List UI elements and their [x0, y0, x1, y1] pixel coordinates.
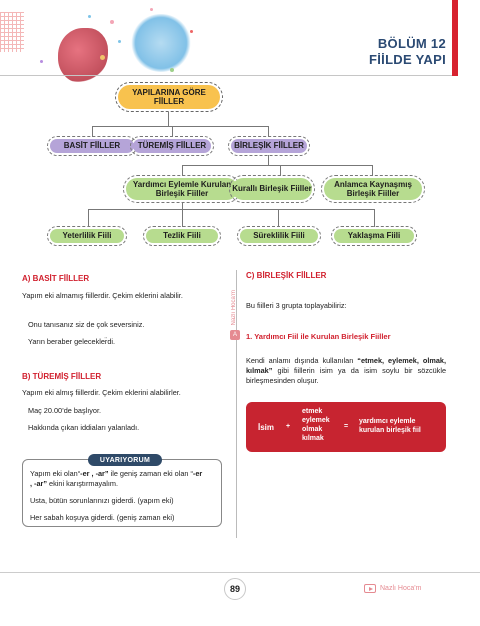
- section-marker: A: [230, 330, 240, 340]
- section-b-heading: B) TÜREMİŞ FİİLLER: [22, 372, 102, 381]
- section-b-definition: Yapım eki almış fiillerdir. Çekim eklerini alabilirler.: [22, 388, 181, 397]
- warning-text-part: ile geniş zaman eki olan “: [108, 469, 193, 478]
- formula-verb-1: etmek: [302, 408, 323, 415]
- header-line: [0, 75, 452, 76]
- formula-verb-2: eylemek: [302, 417, 330, 424]
- diagram-root: YAPILARINA GÖRE FİİLLER: [118, 85, 220, 109]
- connector: [372, 165, 373, 176]
- subsection-1-paragraph: [246, 356, 446, 386]
- section-b-example-1: Maç 20.00’de başlıyor.: [28, 406, 102, 415]
- play-icon: [364, 584, 376, 593]
- warning-badge: UYARIYORUM: [88, 454, 162, 466]
- diagram-yardimci: Yardımcı Eylemle Kurulan Birleşik Fiiller: [126, 178, 238, 200]
- diagram-kuralli: Kurallı Birleşik Fiiller: [232, 178, 312, 200]
- header-decoration: [0, 0, 200, 82]
- diagram-anlamca: Anlamca Kaynaşmış Birleşik Fiiller: [324, 178, 422, 200]
- connector: [182, 202, 183, 209]
- footer-line: [0, 572, 480, 573]
- diagram-yaklasma: Yaklaşma Fiili: [334, 229, 414, 243]
- chapter-ribbon: [452, 0, 458, 76]
- formula-isim: İsim: [258, 423, 275, 432]
- warning-text: [30, 469, 220, 489]
- warning-text-part: Yapım eki olan“: [30, 469, 81, 478]
- diagram-tezlik: Tezlik Fiili: [146, 229, 218, 243]
- connector: [88, 209, 374, 210]
- formula-result-1: yardımcı eylemle: [359, 418, 416, 425]
- connector: [182, 165, 372, 166]
- section-a-definition: Yapım eki almamış fiillerdir. Çekim eklerini alabilir.: [22, 291, 183, 300]
- chapter-title: FİİLDE YAPI: [369, 52, 446, 67]
- connector: [374, 209, 375, 227]
- diagram-sureklilik: Süreklilik Fiili: [240, 229, 318, 243]
- connector: [280, 165, 281, 176]
- paragraph-part: Kendi anlamı dışında kullanılan: [246, 356, 358, 365]
- helper-verbs: “etmek, eylemek, olmak,: [357, 356, 446, 365]
- connector: [172, 126, 173, 137]
- connector: [278, 209, 279, 227]
- connector: [92, 126, 93, 137]
- section-a-example-1: Onu tanısanız siz de çok seversiniz.: [28, 320, 145, 329]
- section-c-heading: C) BİRLEŞİK FİİLLER: [246, 271, 327, 280]
- formula-plus: +: [286, 423, 291, 430]
- formula-equals: =: [344, 423, 349, 430]
- diagram-basit: BASİT FİİLLER: [50, 139, 134, 153]
- connector: [182, 209, 183, 227]
- section-a-example-2: Yarın beraber gelecekler̈di.: [28, 337, 116, 346]
- formula-box: [246, 402, 446, 452]
- paragraph-part: birleşmesinden oluşur.: [246, 375, 319, 385]
- section-b-example-2: Hakkında çıkan iddiaları yalanladı.: [28, 423, 140, 432]
- chapter-label: BÖLÜM 12: [377, 36, 446, 51]
- connector: [168, 112, 169, 126]
- formula-verb-3: olmak: [302, 426, 323, 433]
- blue-paint-splash: [130, 14, 192, 72]
- paragraph-part: gibi fiillerin isim ya da isim soylu bir sözcükle: [272, 365, 446, 375]
- grid-pattern: [0, 12, 24, 52]
- connector: [92, 126, 269, 127]
- footer-brand: Nazlı Hoca'm: [380, 585, 422, 592]
- page-number: 89: [224, 578, 246, 600]
- connector: [88, 209, 89, 227]
- subsection-1-heading: 1. Yardımcı Fiil ile Kurulan Birleşik Fiiller: [246, 332, 391, 341]
- formula-result-2: kurulan birleşik fiil: [359, 427, 421, 434]
- section-a-heading: A) BASİT FİİLLER: [22, 274, 90, 283]
- connector: [268, 126, 269, 137]
- warning-suffix-1: -er , -ar”: [80, 469, 109, 478]
- connector: [268, 155, 269, 165]
- diagram-tuiremis: TÜREMİŞ FİİLLER: [133, 139, 211, 153]
- section-c-intro: Bu fiilleri 3 grupta toplayabiliriz:: [246, 301, 347, 310]
- warning-suffix-2: -er: [192, 469, 203, 478]
- warning-example-2: Her sabah koşuya giderdi. (geniş zaman eki): [30, 513, 175, 522]
- connector: [182, 165, 183, 176]
- diagram-yeterlilik: Yeterlilik Fiili: [50, 229, 124, 243]
- warning-example-1: Usta, bütün sorunlarınızı giderdi. (yapım eki): [30, 496, 174, 505]
- warning-suffix-3: , -ar”: [30, 478, 48, 488]
- warning-text-part: ekini karıştırmayalım.: [47, 478, 118, 488]
- side-brand: Nazlı Hoca'm: [231, 290, 237, 326]
- diagram-birlesik: BİRLEŞİK FİİLLER: [231, 139, 307, 153]
- formula-verb-4: kılmak: [302, 435, 324, 442]
- helper-verbs-2: kılmak”: [246, 365, 273, 375]
